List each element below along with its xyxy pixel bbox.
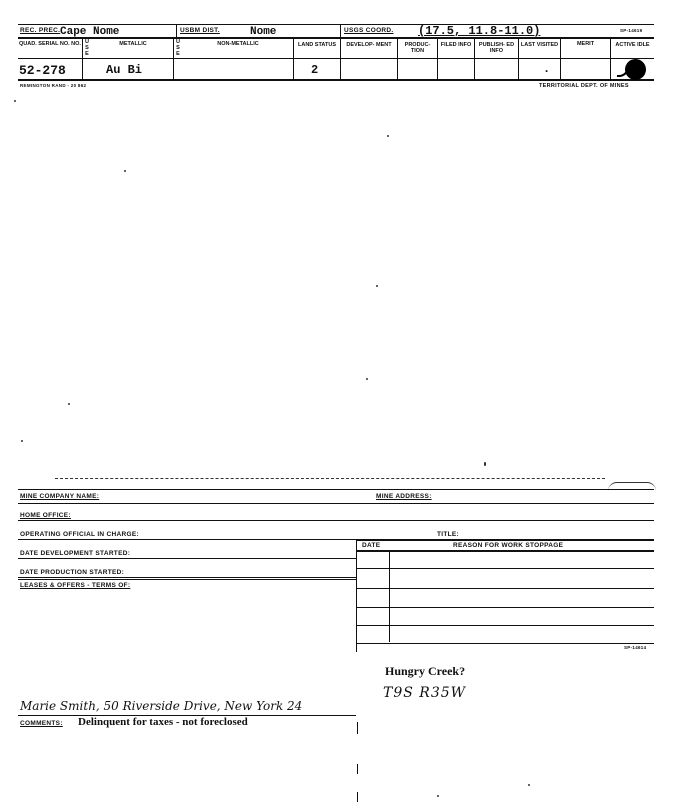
scan-speck <box>366 378 368 380</box>
title-label: TITLE: <box>437 531 460 538</box>
col-non-metallic: NON-METALLIC <box>217 41 259 47</box>
scan-speck <box>21 440 23 442</box>
scan-speck <box>68 403 70 405</box>
usgs-coord-label: USGS COORD. <box>344 27 394 34</box>
scan-speck <box>124 170 126 172</box>
leases-offers-label: LEASES & OFFERS - TERMS OF: <box>20 582 131 589</box>
typed-note: Hungry Creek? <box>385 664 466 678</box>
form-code-bottom: SP-14614 <box>624 645 647 650</box>
col-production: PRODUC- TION <box>404 42 431 54</box>
scan-speck <box>528 784 530 786</box>
rec-prec-value: Cape Nome <box>60 26 120 38</box>
col-land-status: LAND STATUS <box>298 42 336 48</box>
record-metallic: Au Bi <box>106 63 143 77</box>
reason-for-stoppage-header: REASON FOR WORK STOPPAGE <box>453 542 564 549</box>
col-development: DEVELOP- MENT <box>346 42 392 48</box>
date-development-label: DATE DEVELOPMENT STARTED: <box>20 550 131 557</box>
handwritten-address: Marie Smith, 50 Riverside Drive, New York 24 <box>20 699 303 713</box>
record-quad-serial: 52-278 <box>19 63 66 78</box>
dashed-separator <box>55 478 605 479</box>
mine-address-label: MINE ADDRESS: <box>376 493 432 500</box>
usbm-dist-label: USBM DIST. <box>180 27 220 34</box>
usgs-coord-value: (17.5, 11.8-11.0) <box>418 24 541 38</box>
record-land-status: 2 <box>311 63 319 77</box>
col-use-2: U S E <box>176 39 180 57</box>
col-active-idle: ACTIVE IDLE <box>615 42 650 48</box>
home-office-label: HOME OFFICE: <box>20 512 71 519</box>
operating-official-label: OPERATING OFFICIAL IN CHARGE: <box>20 531 139 538</box>
col-filed-info: FILED INFO <box>440 42 472 48</box>
date-header: DATE <box>362 542 381 549</box>
scan-speck <box>376 285 378 287</box>
rec-prec-label: REC. PREC. <box>20 27 61 34</box>
form-code-top: SP-14619 <box>620 28 643 33</box>
mine-company-name-label: MINE COMPANY NAME: <box>20 493 100 500</box>
date-production-label: DATE PRODUCTION STARTED: <box>20 569 125 576</box>
footer-code-left: REMINGTON RAND - 20 862 <box>20 83 87 88</box>
comments-label: COMMENTS: <box>20 720 63 727</box>
handwritten-location: T9S R35W <box>383 685 467 701</box>
usbm-dist-value: Nome <box>250 26 277 38</box>
footer-code-right: TERRITORIAL DEPT. OF MINES <box>539 83 629 89</box>
col-quad-serial: QUAD. SERIAL NO. NO. <box>19 41 81 47</box>
scan-speck <box>14 100 16 102</box>
record-last-visited: . <box>543 62 551 76</box>
col-metallic: METALLIC <box>119 41 147 47</box>
scan-speck <box>484 462 486 466</box>
col-use-1: U S E <box>85 39 89 57</box>
col-merit: MERIT <box>576 41 595 47</box>
comments-value: Delinquent for taxes - not foreclosed <box>78 716 248 728</box>
col-last-visited: LAST VISITED <box>520 42 559 48</box>
col-published-info: PUBLISH- ED INFO <box>478 42 515 54</box>
scan-speck <box>437 795 439 797</box>
scan-speck <box>387 135 389 137</box>
